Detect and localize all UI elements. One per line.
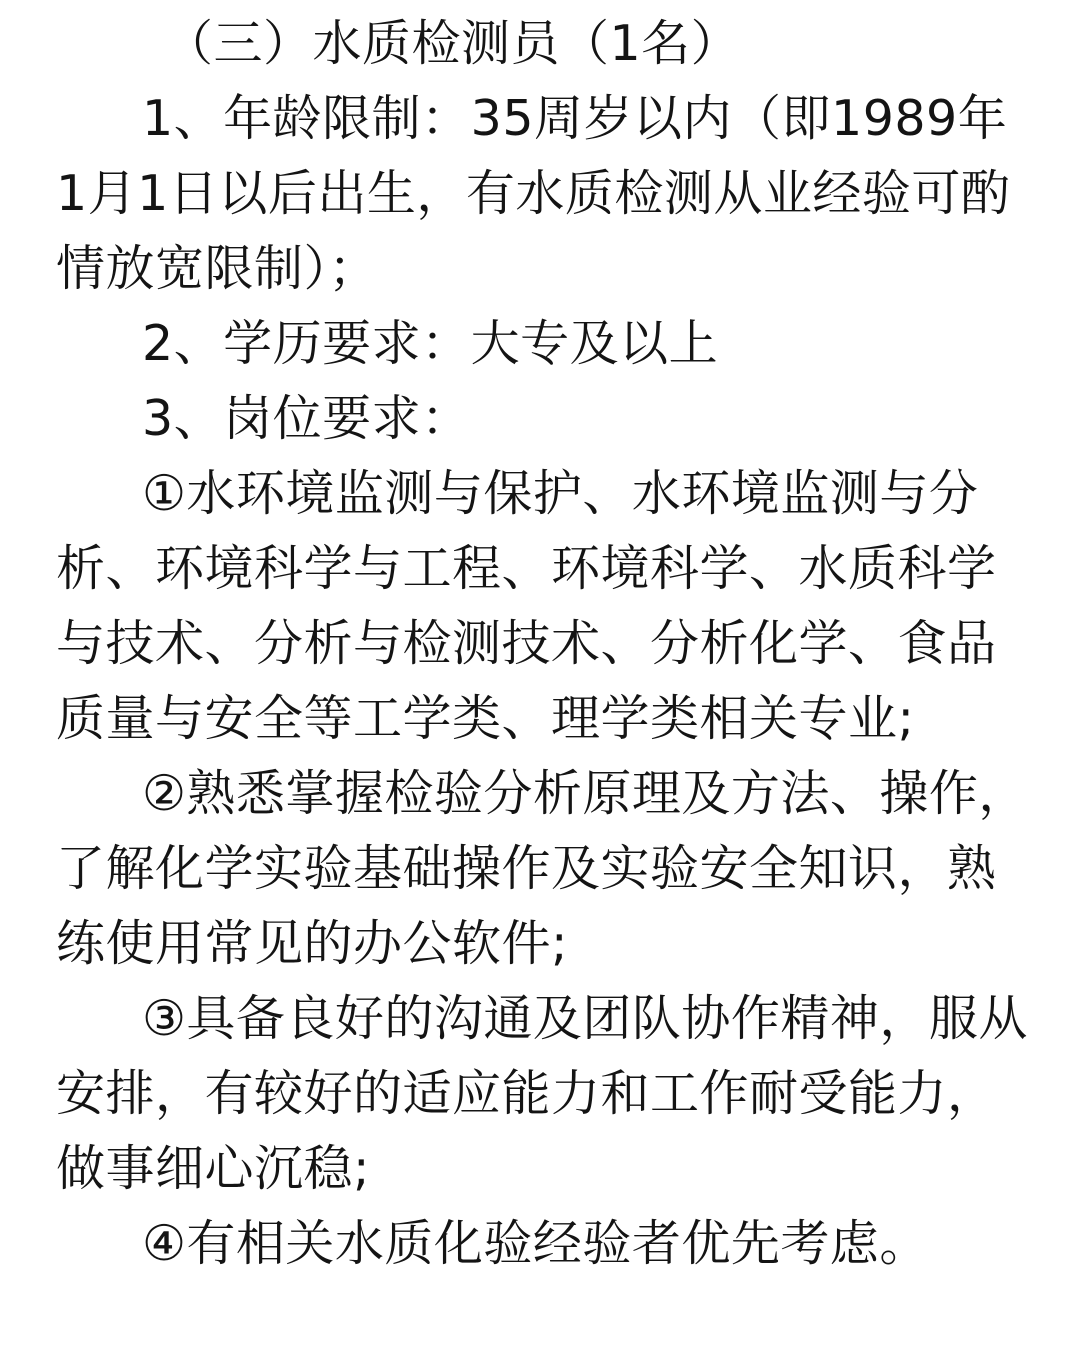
requirement-education: 2、学历要求：大专及以上	[142, 315, 719, 372]
document-body	[56, 6, 1031, 1281]
requirement-teamwork: ③具备良好的沟通及团队协作精神，服从安排，有较好的适应能力和工作耐受能力，做事细心沉稳;	[56, 990, 1028, 1197]
requirement-position-title: 3、岗位要求：	[142, 390, 471, 447]
requirement-age: 1、年龄限制：35周岁以内（即1989年1月1日以后出生，有水质检测从业经验可酌情放宽限制）；	[56, 90, 1011, 297]
section-heading: （三）水质检测员（1名）	[164, 15, 741, 72]
requirement-skills: ②熟悉掌握检验分析原理及方法、操作，了解化学实验基础操作及实验安全知识，熟练使用常见的办公软件;	[56, 765, 1028, 972]
requirement-major: ①水环境监测与保护、水环境监测与分析、环境科学与工程、环境科学、水质科学与技术、分析与检测技术、分析化学、食品质量与安全等工学类、理学类相关专业;	[56, 465, 997, 747]
requirement-preference: ④有相关水质化验经验者优先考虑。	[142, 1215, 929, 1272]
